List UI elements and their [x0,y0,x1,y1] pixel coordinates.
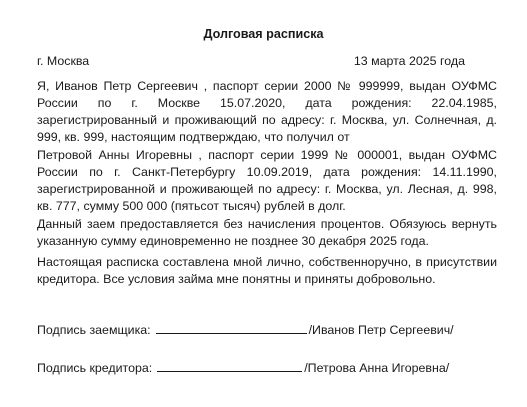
paragraph-borrower: Я, Иванов Петр Сергеевич , паспорт серии 2000 № 999999, выдан ОУФМС России по г. Москве 15.07.2020, дата рождения: 22.04.1985, зарегистрированный и проживающий по адресу: г. Москва, ул. Солнечная, д. 999, кв. 999, настоящим подтверждаю, что получил от [37,79,497,144]
document-city: г. Москва [37,54,90,68]
creditor-signature-label: Подпись кредитора: [37,361,153,375]
document-date: 13 марта 2025 года [353,54,465,68]
creditor-name: /Петрова Анна Игоревна/ [304,361,450,375]
borrower-signature-line [156,321,307,334]
paragraph-terms: Данный заем предоставляется без начисления процентов. Обязуюсь вернуть указанную сумму единовременно не позднее 30 декабря 2025 года. [37,217,497,248]
document-title: Долговая расписка [203,27,324,41]
borrower-signature-row [37,321,454,339]
creditor-signature-line [157,359,302,372]
paragraph-confirmation: Настоящая расписка составлена мной лично, собственноручно, в присутствии кредитора. Все условия займа мне понятны и приняты добровольно. [37,255,497,286]
borrower-signature-label: Подпись заемщика: [37,323,151,337]
place-date-row [37,53,465,70]
creditor-signature-row [37,359,449,377]
paragraph-creditor: Петровой Анны Игоревны , паспорт серии 1999 № 000001, выдан ОУФМС России по г. Санкт-Петербургу 10.09.2019, дата рождения: 14.11.1990, зарегистрированной и проживающей по адресу: г. Москва, ул. Лесная, д. 998, кв. 777, сумму 500 000 (пятьсот тысяч) рублей в долг. [37,148,497,213]
borrower-name: /Иванов Петр Сергеевич/ [308,323,454,337]
